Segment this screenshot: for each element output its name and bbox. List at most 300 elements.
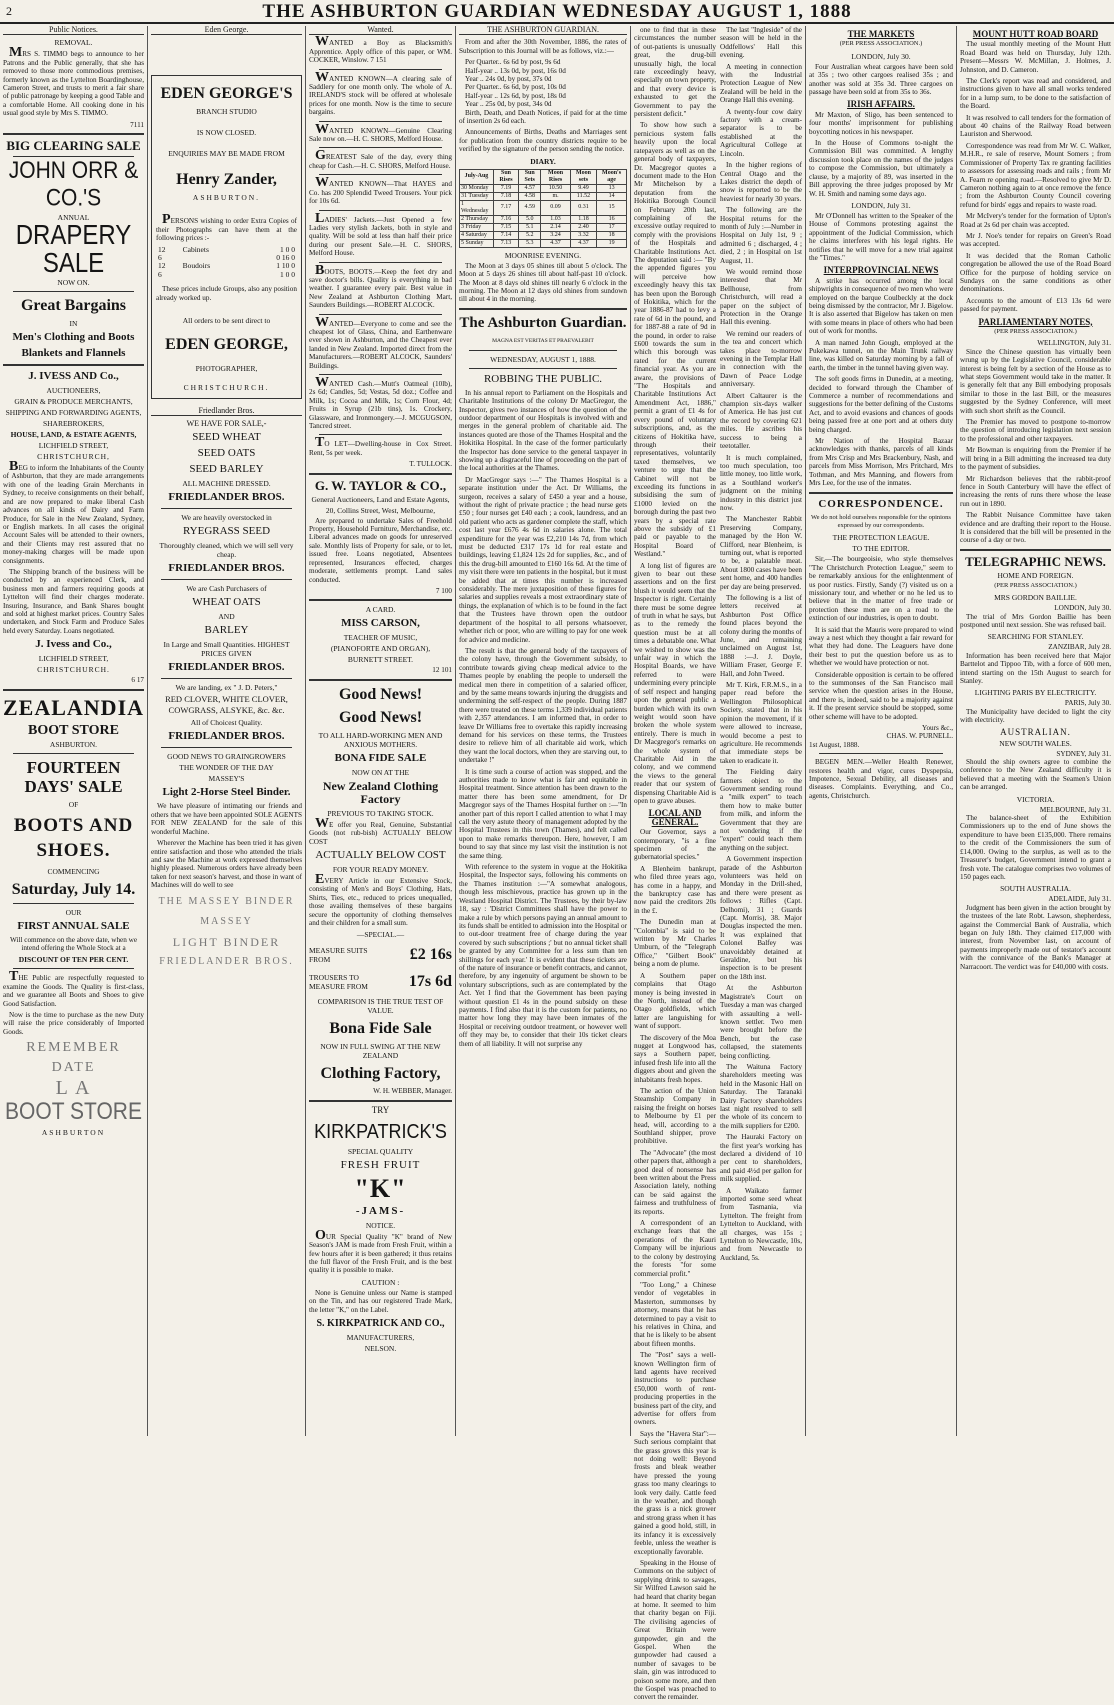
road-board-item: It was decided that the Roman Catholic congregation be allowed the use of the Road Board Office for the purpose of holding service on Sundays on the same conditions as other denominations. — [960, 251, 1111, 294]
mens-clothing-heading: Men's Clothing and Boots — [12, 331, 135, 344]
local-item: We remind our readers of the tea and concert which takes place to-morrow evening in the Templar Hall in connection with the Dawn of Peace Lodge anniversary. — [720, 329, 802, 389]
eden-george-heading: EDEN GEORGE'S — [160, 85, 293, 103]
disclaimer: We do not hold ourselves responsible for the opinions expressed by our correspondents. — [811, 513, 951, 529]
seed-item: SEED WHEAT — [192, 431, 261, 444]
diary-cell: 4.59 — [519, 200, 541, 215]
local-item: The action of the Union Steamship Company in raising the freight on horses to Melbourne by £1 per head, will, according to a Southland shipper, prove prohibitive. — [634, 1086, 716, 1146]
faded-text: L A — [55, 1077, 92, 1100]
diary-cell: 2.40 — [570, 223, 596, 231]
local-item: The following are the Hospital returns for the month of July :—Number in Hospital on July 1st, 9 ; admitted 6 ; discharged, 4 ; died, 2 ; in Hospital on 1st August, 11. — [720, 206, 802, 265]
news-body: Information has been received here that Major Barttelot and Tippoo Tib, with a force of 600 men, intend starting on the 15th August to search for Stanley. — [960, 651, 1111, 685]
jam-body: OUR Special Quality "K" brand of New Season's JAM is made from Fresh Fruit, within a few hours after it is been gathered; it thus retains the full flavor of the Fresh Fruit, and is the best quality it is possible to make. — [309, 1227, 452, 1275]
dateline: ZANZIBAR, July 28. — [1048, 643, 1111, 652]
faded-text: LIGHT BINDER — [172, 934, 281, 949]
cash-purchasers: We are Cash Purchasers of — [186, 584, 267, 594]
ad-signature: T. TULLOCK. — [409, 460, 452, 469]
local-item: The "Post" says a well-known Wellington firm of land agents have received instructions to purchase £50,000 worth of rent-producing properties in the business part of the city, and advertise for offers from owners. — [634, 1351, 716, 1427]
diary-row — [460, 184, 627, 192]
town: ASHBURTON. — [192, 193, 261, 203]
column-2 — [148, 26, 306, 1436]
australian-heading: AUSTRALIAN. — [1000, 726, 1071, 737]
local-item: Says the "Havera Star":—Such serious complaint that the grass grows this year is not doing well: Beyond frosts and bleak weather have pressed the young grass too many clearings to look very daily. Cattle feed in the weather, and though the grass is a nick grower and strong grass when it has gained a good hold, still, in its infancy it is excessively feeble, unless the weather is exceptionally favorable. — [634, 1429, 716, 1556]
price-cell — [181, 271, 249, 279]
diary-cell: 5.1 — [519, 223, 541, 231]
special-label: —SPECIAL.— — [356, 930, 405, 940]
bona-fide-heading-2: Bona Fide Sale — [329, 1020, 432, 1038]
diary-cell: 0.31 — [570, 200, 596, 215]
diary-cell: 3.32 — [570, 231, 596, 239]
boot-store-footer: BOOT STORE — [5, 1098, 142, 1125]
kirkpatrick-heading: KIRKPATRICK'S — [314, 1119, 447, 1143]
irish-heading: IRISH AFFAIRS. — [847, 99, 915, 110]
news-body: Judgment has been given in the action brought by the trustees of the late Robt. Lawson, shepherdess, against the Commercial Bank of Australia, which began on July 18th. They claimed £17,000 with interest, from November last, on account of payments improperly made out of testator's account with the connivance of the Bank's Manager at Narracoort. The verdict was for £40,000 with costs. — [960, 903, 1111, 971]
blankets-heading: Blankets and Flannels — [21, 347, 126, 360]
page-number: 2 — [6, 4, 12, 18]
term-line: Year .. 24s 0d, by post, 37s 0d — [465, 75, 552, 84]
newspaper-title: THE ASHBURTON GUARDIAN WEDNESDAY AUGUST 1, 1888 — [262, 1, 852, 22]
local-item: The "Advocate" (the most other papers that, although a good deal of nonsense has been written about the Press Association lately, nothing can be said against the fairness and truthfulness of its reports. — [634, 1148, 716, 1216]
price-cell: 1 0 0 — [280, 244, 295, 254]
sale-date: Saturday, July 14. — [11, 880, 136, 898]
local-item: Our Governor, says a contemporary, "is a fine specimen of the gubernatorial species." — [634, 828, 716, 862]
suits-price: £2 16s — [409, 946, 452, 964]
zealandia-heading: ZEALANDIA — [3, 694, 145, 720]
trousers-price: 17s 6d — [408, 973, 452, 991]
news-body: The Municipality have decided to light the city with electricity. — [960, 707, 1111, 725]
diary-header-cell: July-Aug — [460, 169, 494, 184]
wanted-ads — [309, 34, 452, 435]
and-label: AND — [218, 612, 235, 622]
news-body: The trial of Mrs Gordon Baillie has been postponed until next session. She was refused bail. — [960, 612, 1111, 629]
letter-heading: THE PROTECTION LEAGUE. — [832, 533, 930, 543]
dateline: LONDON, July 31. — [851, 200, 911, 210]
caution-label: CAUTION : — [361, 1277, 400, 1287]
faded-text: DATE — [51, 1060, 96, 1076]
column-4 — [456, 26, 631, 1436]
seed-item: SEED BARLEY — [189, 463, 264, 476]
interprovincial-item: The soft goods firms in Dunedin, at a meeting, decided to forward through the Chamber of Commerce a number of recommendations and suggestions for the better defining of the Customs Act, and to avoid evasions and chances of goods being passed free at one port and at others duty being charged. — [809, 375, 953, 434]
column-3 — [306, 26, 456, 1436]
ready-money-line: FOR YOUR READY MONEY. — [332, 864, 429, 874]
local-item: A Waikato farmer imported some seed wheat from Tasmania, via Lyttelton. The freight from Lyttelton to Auckland, with all charges, was 15s ; Lyttelton to Newcastle, 10s, and from Newcastle to Auckland, 5s. — [720, 1186, 802, 1262]
carson-address: BURNETT STREET. — [347, 655, 414, 665]
caution-body: None is Genuine unless our Name is stamped on the Tin, and has our registered Trade Mark, the letter "K," on the Label. — [309, 1288, 452, 1314]
local-item: A meeting in connection with the Industrial Protection League of New Zealand will be held in the Orange Hall this evening. — [720, 62, 802, 105]
now-on-line: NOW ON AT THE — [351, 767, 410, 777]
zander-heading: Henry Zander, — [176, 171, 277, 189]
ryegrass-intro: We are heavily overstocked in — [181, 513, 272, 523]
every-article-body: EVERY Article in our Extensive Stock, consisting of Men's and Boys' Clothing, Hats, Shirts, Ties, etc., reduced to prices unequalled, those availing themselves of these bargains secure the opportunity of clothing themselves and their children for a small sum. — [309, 871, 452, 927]
ivess-line: CHRISTCHURCH. — [37, 665, 110, 675]
diary-title: DIARY. — [530, 156, 556, 166]
diary-cell: 1 Wednesday — [460, 200, 494, 215]
mount-hutt-heading: MOUNT HUTT ROAD BOARD — [972, 29, 1099, 39]
letter-date: 1st August, 1888. — [809, 740, 860, 749]
local-item: A Government inspection parade of the Ashburton volunteers was held on Monday in the Drill-shed, and there were present as follows : Rifles (Capt. Delhomi), 31 ; Guards (Capt. Morris), 38. Major Douglas inspected the men. It was explained that Colonel Balfey was unavoidably detained at Geraldine, but his inspection is to be present on the 18th inst. — [720, 855, 802, 981]
our-label: OUR — [65, 907, 82, 917]
carson-heading: MISS CARSON, — [341, 617, 420, 630]
good-news-line: GOOD NEWS TO GRAINGROWERS — [167, 752, 286, 762]
news-body: The balance-sheet of the Exhibition Commissioners up to the end of June shows the expenditure to have been £135,000. There remains to the credit of the Commissioners the sum of £14,000. Owing to the surplus, as well as to the Treasurer's budget, Government intend to grant a fresh vote. The catalogue comprises two volumes of 150 pages each. — [960, 814, 1111, 881]
discount-line: DISCOUNT OF TEN PER CENT. — [18, 955, 129, 965]
good-news-heading: Good News! — [338, 708, 423, 726]
column-6 — [806, 26, 957, 1436]
ivess-body-2: The Shipping branch of the business will be conducted by an experienced Clerk, and business men and farmers requiring goods at Lyttelton will find their charges moderate. Insuring, Insurance, and Bank Shares bought and sold at highest market prices. Country Sales undertaken, and Stock Farm and Produce Sales held every Saturday. Loans negotiated. — [3, 567, 144, 635]
photographer-label: PHOTOGRAPHER, — [195, 364, 258, 374]
diary-row — [460, 231, 627, 239]
local-item: The Hauraki Factory on the first year's working has declared a dividend of 10 per cent to shareholders, and paid 4½d per gallon for milk supplied. — [720, 1133, 802, 1184]
diary-cell: 0.09 — [541, 200, 570, 215]
commencing-label: COMMENCING — [47, 866, 100, 876]
letter-paragraph: Sir,—The bourgeoisie, who style themselves "The Christchurch Protection League," seem to be remarkably anxious for the enlightenment of us poor rustics. Firstly, Sandy (?) visited us on a missionary tour, and whether or no he led us to believe that in the matter of free trade or protection these men are on a road to the extinction of our industries, is open to doubt. — [809, 555, 953, 623]
faded-text: REMEMBER — [26, 1040, 121, 1056]
letter-paragraph: It is said that the Mauris were prepared to wind away a nest which they thought a fair reward for what they had done. The Leaguers have done their best to put the question before us as to whether we would have protection or not. — [809, 625, 953, 668]
section-header: Friedlander Bros. — [151, 407, 302, 416]
leader-paragraph: Dr MacGregor says :—" The Thames Hospital is a separate institution under the Act. Dr Williams, the surgeon, receives a salary of £450 a year and a house, without the right of private practice ; the head nurse gets £50 ; four nurses get £40 each ; a cook, laundress, and an old patient who acts as gardener complete the staff, which cost last year £676 4s 6d in salaries alone. The total expenditure for the year was £2,210 14s 7d, from which must be deducted £317 17s 1d for real estate and buildings, leaving £1,824 12s 2d for supplies, &c., and of this the drug-bill amounted to £160 16s 6d. At the time of my visit there were ten patients in the hospital, but it must be added that at times this number is increased considerably. The mere juxtaposition of these figures for salaries and supplies reveals a most extraordinary state of things, the explanation of which is to be found in the fact that the Trustees have thrown open the outdoor department of the hospital to all persons whatsoever, whether rich or poor, who are willing to pay for one week for advice and medicine. — [459, 475, 627, 644]
diary-cell: 15 — [597, 200, 627, 215]
orders-line: All orders to be sent direct to — [182, 316, 271, 326]
leader-paragraph: In his annual report to Parliament on the Hospitals and Charitable Institutions of the colony Dr MacGregor, the Inspector, gives two instances of how the question of the outdoor department of our Hospitals is involved with and merges in the general problem of charitable aid. The instances quoted are those of the Thames Hospital and the Hokitika Hospital. In the case of the former particularly the Inspector has done service to the general taxpayer in showing up a disgraceful line of proceeding on the part of the local authorities at the Thames. — [459, 388, 627, 473]
bargains-heading: Great Bargains — [20, 297, 127, 315]
section-header: Eden George. — [151, 26, 302, 35]
faded-text: MASSEY — [200, 915, 253, 927]
ivess-line: AUCTIONEERS, — [46, 386, 101, 396]
diary-cell: 9.49 — [570, 184, 596, 192]
kirkpatrick-signature: S. KIRKPATRICK AND CO., — [316, 1318, 445, 1330]
ryegrass-heading: RYEGRASS SEED — [182, 525, 271, 538]
nelson-label: NELSON. — [364, 1344, 397, 1354]
clover-list: RED CLOVER, WHITE CLOVER, COWGRASS, ALSYKE, &c. &c. — [165, 694, 288, 716]
letter-paragraph: Considerable opposition is certain to be offered to the summonses of the San Francisco mail service when the question arises in the House, and there is, indeed, said to be a majority against it. If the present service should be stopped, some other scheme will have to be adopted. — [809, 670, 953, 721]
press-credit: (PER PRESS ASSOCIATION.) — [994, 328, 1077, 335]
price-cell: 6 — [158, 269, 162, 279]
trousers-label: TROUSERS TO MEASURE FROM — [309, 972, 368, 991]
fresh-fruit-heading: FRESH FRUIT — [340, 1158, 421, 1171]
telegraphic-heading: TELEGRAPHIC NEWS. — [965, 553, 1106, 569]
now-on-label: NOW ON. — [57, 278, 90, 288]
orr-heading: JOHN ORR & CO.'S — [8, 157, 139, 212]
diary-cell: 1.03 — [541, 215, 570, 223]
diary-cell: 5.3 — [519, 239, 541, 247]
binder-heading: Light 2-Horse Steel Binder. — [162, 786, 291, 799]
diary-header-cell: Moon Rises — [541, 169, 570, 184]
press-credit: (PER PRESS ASSOCIATION.) — [839, 40, 923, 48]
bona-fide-heading: BONA FIDE SALE — [334, 751, 427, 764]
press-credit: (PER PRESS ASSOCIATION.) — [994, 581, 1077, 589]
price-table — [156, 246, 297, 280]
wanted-ad: WANTED Cash.—Mutt's Oatmeal (10lb), 2s 6d; Candles, 5d; Vestas, 5d doz.; Coffee and Milk, 1s; Cocoa and Milk, 1s; Corn Flour, 4d; Fruits in Syrup (21b tins), 1s. Crockery, Glassware, and Ironmongery.—J. MCGUGSON, Tancred street. — [309, 375, 452, 431]
news-head: MRS GORDON BAILLIE. — [994, 593, 1077, 603]
letter-signature: CHAS. W. PURNELL. — [886, 732, 953, 741]
road-board-item: It was resolved to call tenders for the formation of about 40 chains of the Railway Road between Lauriston and Sherwood. — [960, 113, 1111, 139]
taylor-body: Are prepared to undertake Sales of Freehold Property, Household Furniture, Merchandise, etc. Liberal advances made on goods for unreserved sale. Monthly lists of Property for sale, or to let, issued free. Loans negotiated, Absentees represented, Insurances effected, charges moderate, settlements prompt. Land sales conducted. — [309, 516, 452, 584]
news-head: NEW SOUTH WALES. — [999, 738, 1072, 748]
to-all-line: TO ALL HARD-WORKING MEN AND ANXIOUS MOTHERS. — [318, 730, 443, 749]
duty-notice: Now is the time to purchase as the new Duty will raise the price considerably of Imported Goods. — [3, 1011, 144, 1036]
ivess-heading: J. IVESS AND Co., — [28, 370, 119, 383]
diary-cell: 14 — [597, 192, 627, 200]
term-line: Half-year .. 12s 6d, by post, 18s 0d — [465, 91, 566, 100]
irish-body: In the House of Commons to-night the Commission Bill was committed. A lengthy discussion took place on the names of the judges to compose the Commission, but ultimately a clause, by a majority of 89, was inserted in the Bill approving the three judges proposed by Mr W. H. Smith and naming some days ago. — [809, 139, 953, 198]
diary-cell: 2 Thursday — [460, 215, 494, 223]
local-item: The last "Ingleside" of the season will be held in the Oddfellows' Hall this evening. — [720, 26, 802, 60]
ad-ref: 7 100 — [435, 586, 452, 595]
home-foreign: HOME AND FOREIGN. — [997, 570, 1074, 580]
local-item: Speaking in the House of Commons on the subject of supplying drink to savages, Sir Wilfred Lawson said he had heard that charity began at home. It seemed to him that charity began on Fiji. The civilising agencies of Great Britain were gunpowder, gin and the Gospel. When the gunpowder had caused a number of savages to be slain, gin was introduced to poison some more, and then the Gospel was preached to convert the remainder. — [634, 1558, 716, 1702]
taylor-address: 20, Collins Street, West, Melbourne, — [325, 505, 436, 515]
price-cell: 0 16 0 — [276, 253, 295, 263]
ad-ref: 6 17 — [131, 676, 144, 685]
timmo-notice: MRS S. TIMMO begs to announce to her Patrons and the Public generally, that she has removed to those more commodious premises, formerly known as the Lyttelton Boardinghouse, Cameron Street, and trusts to merit a fair share of public patronage by keeping a good Table and a comfortable Home. All cooking done in his usual good style by Mrs S. TIMMO. — [3, 45, 144, 118]
ivess-line: LICHFIELD STREET, — [38, 654, 109, 664]
term-line: Half-year .. 13s 0d, by post, 16s 0d — [465, 66, 566, 75]
local-item: Mr T. Kirk, F.R.M.S., in a paper read before the Wellington Philosophical Society, stated that in his opinion the movement, if it were allowed to increase, would become a pest to agriculture. He recommends that immediate steps be taken to eradicate it. — [720, 681, 802, 765]
term-line: Per Quarter.. 6s 6d, by post, 10s 0d — [465, 83, 566, 92]
dateline: ADELAIDE, July 31. — [1048, 895, 1111, 904]
leader-continued: one to find that in these circumstances the number of out-patients is unusually great, the drug-bill unusually high, the local rate exceedingly heavy, especially on town property, and that every device is exhausted to get the Government to pay the persistent deficit." — [634, 26, 716, 119]
binder-body-2: Wherever the Machine has been tried it has given entire satisfaction and those who attended the trials and saw the Machine at work expressed themselves highly pleased. Numerous orders have already been taken for next season's harvest, and those in want of Machines will do well to see — [151, 839, 302, 890]
dateline: WELLINGTON, July 31. — [1037, 339, 1111, 348]
subscription-terms — [459, 58, 627, 108]
local-item: A Blenheim bankrupt, who filed three years ago, has come in a happy, and the bankruptcy case has now paid the creditors 20s in the £. — [634, 864, 716, 915]
wanted-ad: WANTED KNOWN—Genuine Clearing Sale now on.—H. C. SHORS, Melford House. — [309, 121, 452, 144]
price-row — [156, 271, 297, 279]
moon-heading: MOONRISE EVENING. — [504, 250, 582, 260]
masthead — [0, 0, 1114, 24]
local-item: The Fielding dairy farmers object to the Government sending round a "milk expert" to teach them how to make butter from milk, and inform the Government that they are not wondering if the "expert" could teach them anything on the subject. — [720, 768, 802, 852]
price-cell: 1 10 0 — [276, 261, 295, 271]
moon-notes: The Moon at 3 days 05 shines till about 5 o'clock. The Moon at 5 days 26 shines till about half-past 10 o'clock. The Moon at 8 days old shines till nearly 6 o'clock in the morning. The Moon at 12 days old shines from sundown till about 4 in the morning. — [459, 261, 627, 304]
letter-closing: Yours &c., — [921, 724, 953, 733]
diary-cell: 10.50 — [541, 184, 570, 192]
masseys-label: MASSEY'S — [208, 774, 245, 784]
notice-label: NOTICE. — [365, 1220, 396, 1230]
ivess-line: HOUSE, LAND, & ESTATE AGENTS, — [10, 430, 137, 440]
parliamentary-heading: PARLIAMENTARY NOTES, — [978, 316, 1093, 327]
eden-george-signature: EDEN GEORGE, — [165, 336, 288, 354]
fourteen-days-heading: FOURTEEN DAYS' SALE — [24, 757, 123, 796]
ivess-line: SHIPPING AND FORWARDING AGENTS, — [5, 408, 142, 418]
wanted-ad: WANTED—Everyone to come and see the cheapest lot of Glass, China, and Earthenware ever shown in Ashburton, and the Cheapest ever landed in New Zealand. Imported direct from the Manufacturers.—ROBERT ALCOCK, Saunders' Buildings. — [309, 314, 452, 370]
friedlander-signature: FRIEDLANDER BROS. — [168, 730, 285, 743]
card-label: A CARD. — [365, 605, 396, 615]
diary-cell: 1.18 — [570, 215, 596, 223]
previous-line: PREVIOUS TO TAKING STOCK. — [327, 808, 434, 818]
quality-line: All of Choicest Quality. — [190, 718, 263, 728]
dateline: PARIS, July 30. — [1064, 699, 1111, 708]
news-head: VICTORIA. — [1016, 794, 1055, 804]
photo-prices-intro: PERSONS wishing to order Extra Copies of their Photographs can have them at the following prices :- — [156, 212, 297, 243]
ivess-signature: J. Ivess and Co., — [35, 638, 112, 651]
irish-body: Mr Maxton, of Sligo, has been sentenced to four months' imprisonment for publishing boycotting notices in his newspaper. — [809, 110, 953, 136]
ryegrass-note: Thoroughly cleaned, which we will sell very cheap. — [159, 541, 294, 560]
dateline: MELBOURNE, July 31. — [1039, 805, 1111, 814]
ivess-line: CHRISTCHURCH, — [37, 452, 110, 462]
diary-cell: 3.24 — [541, 231, 570, 239]
interprovincial-heading: INTERPROVINCIAL NEWS — [823, 265, 939, 276]
friedlander-signature: FRIEDLANDER BROS. — [168, 562, 285, 575]
suits-label: MEASURE SUITS FROM — [309, 945, 368, 964]
wanted-ad: WANTED a Boy as Blacksmith's Apprentice. Apply office of this paper, or WM. COCKER, Winslow. 7 151 — [309, 34, 452, 65]
parliamentary-item: Mr Richardson believes that the rabbit-proof fence in South Canterbury will have the effect of increasing the rents of runs there whose the lease run out in 1890. — [960, 474, 1111, 508]
ivess-body: BEG to inform the Inhabitants of the County of Ashburton, that they are made arrangements with one of the leading Grain Merchants in Sydney, to receive consignments on their behalf, and are now prepared to make liberal Cash advances on all kinds of Dairy and Farm Produce, for Sale in the New Zealand, Sydney, or English markets. In all cases the original Account Sales will be attended to their owners, and their Clients may rest assured that no money-making charges will be made upon consignments. — [3, 459, 144, 565]
diary-header-cell: Moon's age — [597, 169, 627, 184]
wonder-line: THE WONDER OF THE DAY — [179, 763, 274, 773]
local-item: The discovery of the Moa nugget at Longwood has, says a Southern paper, infused fresh life into all the diggers about and given the inhabitants fresh hopes. — [634, 1033, 716, 1084]
branch-studio: BRANCH STUDIO — [196, 107, 257, 117]
ivess-line: LICHFIELD STREET, — [38, 441, 109, 451]
local-item: Albert Caltaurer is the champion six-days walker of America. He has just cut the record by covering 621 miles. He ascribes his success to being a teetotaller. — [720, 391, 802, 451]
leader-headline: ROBBING THE PUBLIC. — [483, 372, 603, 385]
wanted-ad: BOOTS, BOOTS.—Keep the feet dry and save doctor's bills. Quality is everything in bad weather. I guarantee every pair. Best value in New Zealand at Ashburton Clothing Mart, Saunders Buildings.—ROBERT ALCOCK. — [309, 262, 452, 310]
news-head: SOUTH AUSTRALIA. — [1000, 884, 1071, 894]
date-line: WEDNESDAY, AUGUST 1, 1888. — [490, 354, 596, 364]
carson-line: TEACHER OF MUSIC, — [343, 633, 418, 643]
diary-cell: 16 — [597, 215, 627, 223]
to-let-ad: TO LET—Dwelling-house in Cox Street. Rent, 5s per week. — [309, 435, 452, 457]
diary-cell: 7.14 — [493, 231, 518, 239]
friedlander-signature: FRIEDLANDER BROS. — [168, 491, 285, 504]
leader-continued: To show how such a pernicious system falls heavily upon the local ratepayers as well as on the general body of taxpayers, Dr. Macgregor quotes a document made to the Hon Mr Mitchelson by a deputation from the Hokitika Borough Council on February 20th last, complaining of the excessive outlay required to comply with the provisions of the Hospitals and Charitable Institutions Act. The deputation said :— "By the appended figures you will perceive how exceedingly heavy this tax has been upon the Borough of Hokitika, which for the year 1886-87 had to levy a rate of 6d in the pound, and for 1887-88 a rate of 9d in the pound, in order to raise £600 towards the sum in which this borough was rated for the current financial year. As you are aware, the provisions of "The Hospitals and Charitable Institutions Act Amendment Act, 1886," permit a grant of £1 4s for every pound of voluntary subscriptions, and, as the citizens of Hokitika have, through their representatives, voluntarily taxed themselves, we venture to urge that the Cabinet will not be exceeding its functions in subsidising the sum of £1000 levied on the borough during the past two years by a special rate above the subsidy of £1 paid or payable to the Hospital Board of Westland." — [634, 121, 716, 559]
local-general-heading: LOCAL AND GENERAL. — [648, 808, 702, 827]
terms-intro: From and after the 30th November, 1886, the rates of Subscription to this Journal will be as follows, viz.:— — [459, 38, 627, 55]
leader-paragraph: With reference to the system in vogue at the Hokitika Hospital, the Inspector says, following his comments on the Thames institution :—"A somewhat analogous, though less mischievous, practice has grown up in the Westland Hospital District. The Trustees, by their by-law 18, say : 'District Committees shall have the power to make a rule by which persons paying an annual amount to its funds shall be entitled to admission into the Hospital or to out-door treatment free of charge during the year covered by such subscriptions ;' but no annual ticket shall be granted by any Committee for a less sum than ten shillings for each year.' It is evident that these tickets are of the nature of insurance or benefit contracts, and cannot, therefore, by any ingenuity of argument be shown to be voluntary subscriptions, such as are contemplated by the Act. Yet I find that the Government has been paying without question £1 4s in the pound subsidy on these payments. I find also that it is the custom for patients, no matter how long they may have been inmates of the Hospital or receiving outdoor treatment, or however well off they may be, to consider that their 10s ticket clears them of all liability. It will not surprise any — [459, 863, 627, 1048]
diary-row — [460, 192, 627, 200]
manufacturers-label: MANUFACTURERS, — [346, 1333, 415, 1343]
full-swing-line: NOW IN FULL SWING AT THE NEW ZEALAND — [320, 1042, 441, 1061]
diary-cell: 5 Sunday — [460, 239, 494, 247]
carson-line: (PIANOFORTE AND ORGAN), — [330, 644, 431, 654]
section-header: Public Notices. — [3, 26, 144, 35]
nz-clothing-heading: New Zealand Clothing Factory — [322, 778, 439, 806]
faded-text: FRIEDLANDER BROS. — [159, 955, 294, 967]
diary-cell: 17 — [597, 223, 627, 231]
wanted-ad: WANTED KNOWN—A clearing sale of Saddlery for one month only. The whole of A. IRELAND'S stock will be offered at wholesale prices for one month. Now is the time to secure bargains. — [309, 69, 452, 117]
clothing-factory-heading: Clothing Factory, — [320, 1065, 441, 1083]
irish-body: Mr O'Donnell has written to the Speaker of the House of Commons protesting against the appointment of the Judicial Commission, which he claims interferes with his legal rights. He notifies that he will move for a new trial against the "Times." — [809, 211, 953, 262]
diary-cell: 19 — [597, 239, 627, 247]
diary-row — [460, 215, 627, 223]
wanted-ad: LADIES' Jackets.—Just Opened a few Ladies very stylish Jackets, both in style and quality. Will be sold at less than half their price during our present Sale.—H. C. SHORS, Melford House. — [309, 210, 452, 258]
diary-cell: 2.14 — [541, 223, 570, 231]
price-cell: 6 — [158, 253, 162, 263]
section-header: Wanted. — [309, 26, 452, 35]
announcements-note: Announcements of Births, Deaths and Marriages sent for publication from the country districts require to be verified by the signature of the person sending the notice. — [459, 128, 627, 154]
grain-line: BARLEY — [204, 624, 249, 637]
diary-cell: m. — [541, 192, 570, 200]
leader-paragraph: The result is that the general body of the taxpayers of the colony have, through the Government subsidy, to contribute towards giving cheap medical advice to the Thames people by enabling the people to undersell the medical men there in competition of a salaried officer, and by the same means towards injuring the druggists and undermining the self-respect of the people. During 1887 there were treated on these terms 1,339 individual patients with 2,357 attendances. I am informed that, in order to leave Dr Williams free to overtake this rapidly increasing demand for his services on these terms, the Trustees desire to relieve him of all charitable aid work, which they want the local doctors, when they are starving out, to undertake !" — [459, 646, 627, 765]
seed-item: SEED OATS — [197, 447, 256, 460]
interprovincial-item: A man named John Gough, employed at the Pukekawa tunnel, on the Main Trunk railway line, was killed on Saturday morning by a fall of earth, the timber in the tunnel having given way. — [809, 338, 953, 372]
column-5 — [631, 26, 806, 1702]
diary-cell: 4.37 — [541, 239, 570, 247]
price-row — [156, 262, 297, 270]
diary-cell: 4 Saturday — [460, 231, 494, 239]
local-item: It is much complained, too much speculation, too little money, too little work, as a Southland worker's judgment on the mining industry in this district just now. — [720, 453, 802, 512]
road-board-item: Correspondence was read from Mr W. C. Walker, M.H.R., re sale of reserve, Mount Somers ; from Commissioner of Property Tax re granting facilities to assessors for assessing roads and rails ; from Mr A. Fearn re opening road.—Resolved to give Mr D. Cameron nothing again to at once remove the fence ; from the Ashburton County Council covering refund for birds' eggs and repairs to waste road. — [960, 141, 1111, 209]
below-cost-heading: ACTUALLY BELOW COST — [315, 848, 446, 861]
quantities-line: In Large and Small Quantities. HIGHEST PRICES GIVEN — [163, 640, 290, 659]
news-head: LIGHTING PARIS BY ELECTRICITY. — [974, 688, 1097, 698]
diary-cell: 7.15 — [493, 223, 518, 231]
manager-signature: W. H. WEBBER, Manager. — [373, 1087, 452, 1096]
local-item: The Waituna Factory shareholders meeting was held in the Masonic Hall on Saturday. The Taranaki Dairy Factory shareholders last night resolved to sell the whole of its concern to the milk suppliers for £200. — [720, 1062, 802, 1130]
diary-header-cell: Sun Rises — [493, 169, 518, 184]
diary-row — [460, 200, 627, 215]
landing-line: We are landing, ex " J. D. Peters," — [175, 683, 278, 693]
births-note: Birth, Death, and Death Notices, if paid for at the time of insertion 2s 6d each. — [459, 108, 627, 126]
local-item: At the Ashburton Magistrate's Court on Tuesday a man was charged with assaulting a well-known settler. Two men were brought before the Bench, but the case collapsed, the statements being conflicting. — [720, 984, 802, 1060]
interprovincial-item: Mr Nation of the Hospital Bazaar acknowledges with thanks, parcels of all kinds from Mrs Crisp and Mrs Brackenbury, Nash, and parcels from Miss Morrison, Mrs Pritchard, Mrs Tothman, and Mrs Manning, and flowers from Mrs Lee, for the use of the inmates. — [809, 437, 953, 488]
ivess-line: SHAREBROKERS, — [42, 419, 105, 429]
diary-cell: 4.37 — [570, 239, 596, 247]
enquiries-line: ENQUIRIES MAY BE MADE FROM — [168, 149, 285, 159]
local-item: A Southern paper complains that Otago money is being invested in the North, instead of the Otago goldfields, which latter are languishing for want of support. — [634, 971, 716, 1031]
faded-text: THE MASSEY BINDER — [158, 895, 295, 907]
public-request: THE Public are respectfully requested to examine the Goods. The Quality is first-class, and we guarantee all Boots and Shoes to give Good Satisfaction. — [3, 969, 144, 1008]
diary-cell: 5.0 — [519, 215, 541, 223]
ivess-line: GRAIN & PRODUCE MERCHANTS, — [14, 397, 133, 407]
local-item: In the higher regions of Central Otago and the Lakes district the depth of snow is reported to be the heaviest for nearly 30 years. — [720, 161, 802, 203]
diary-header-cell: Sun Sets — [519, 169, 541, 184]
diary-cell: 4.58 — [519, 192, 541, 200]
diary-cell: 3 Friday — [460, 223, 494, 231]
ad-ref: 7111 — [130, 120, 144, 129]
taylor-heading: G. W. TAYLOR & CO., — [314, 477, 447, 493]
diary-cell: 7.18 — [493, 192, 518, 200]
in-label: IN — [69, 319, 78, 329]
column-7 — [957, 26, 1114, 1436]
price-cell: Boudoirs — [182, 261, 211, 271]
prices-note: These prices include Groups, also any position already worked up. — [156, 285, 297, 302]
price-cell: 12 — [158, 244, 166, 254]
boots-shoes-heading: BOOTS AND SHOES. — [13, 814, 134, 861]
city: CHRISTCHURCH. — [183, 383, 270, 393]
local-item: A correspondent of an exchange fears that the operations of the Kauri Company will be injurious to the colony by destroying the forests "for some commercial profit." — [634, 1219, 716, 1278]
we-have-line: WE HAVE FOR SALE,- — [186, 419, 267, 429]
diary-table — [459, 169, 627, 248]
machine-dressed: ALL MACHINE DRESSED. — [182, 479, 271, 489]
diary-cell: 7.19 — [493, 184, 518, 192]
column-1 — [0, 26, 148, 1436]
local-item: We would remind those interested that Mr Bellhouse, from Christchurch, will read a paper on the subject of Protection in the Orange Hall this evening. — [720, 267, 802, 327]
good-news-heading: Good News! — [338, 685, 423, 703]
parliamentary-item: Mr Bowman is enquiring from the Premier if he will bring in a Bill admitting the increased tea duty to the payment of subsidies. — [960, 446, 1111, 472]
markets-heading: THE MARKETS — [847, 29, 915, 39]
correspondence-heading: CORRESPONDENCE. — [818, 497, 944, 510]
diary-cell: 18 — [597, 231, 627, 239]
price-cell: Cabinets — [182, 244, 209, 254]
diary-cell: 5.2 — [519, 231, 541, 239]
local-item: The Manchester Rabbit Preserving Company, managed by the Hon W. Clifford, near Blenheim, is turning out, what is reported to be, a palatable meat. About 1800 cases have been sent home, and 400 handles per day are being preserved. — [720, 515, 802, 591]
clearing-heading: BIG CLEARING SALE — [6, 138, 141, 154]
jams-heading: -JAMS- — [355, 1204, 406, 1217]
binder-body: We have pleasure of intimating our friends and others that we have been appointed SOLE AGENTS FOR NEW ZEALAND for the sale of this wonderful Machine. — [151, 802, 302, 836]
parliamentary-item: Since the Chinese question has virtually been wrung up by the Legislative Council, considerable interest is being felt by a section of the House as to what steps Government would take in the matter. It is generally felt that any Bill embodying proposals similar to those in the last Bill, or the measures suggested by the Sydney Conference, will meet with such short shrift as the Council. — [960, 347, 1111, 415]
term-line: Year .. 25s 0d, by post, 34s 0d — [465, 100, 552, 109]
news-body: Should the ship owners agree to combine the conference to the New Zealand difficulty it is believed that a meeting with the Seamen's Union can be arranged. — [960, 758, 1111, 792]
diary-cell: 30 Monday — [460, 184, 494, 192]
parliamentary-item: The Premier has moved to postpone to-morrow the question of introducing legislation next session to the professional and other taxpayers. — [960, 418, 1111, 443]
local-item: A twenty-four cow dairy factory with a cream-separator is to be established at the Agricultural College at Lincoln. — [720, 107, 802, 158]
price-cell: 1 0 0 — [280, 269, 295, 279]
sale-intro: Will commence on the above date, when we intend offering the Whole Stock at a — [9, 935, 138, 952]
news-head: SEARCHING FOR STANLEY. — [987, 632, 1084, 642]
annual-label: ANNUAL — [57, 213, 90, 223]
of-label: OF — [68, 799, 79, 809]
road-board-item: The Clerk's report was read and considered, and instructions given to have all small works tendered for in a lump sum, to be done to the satisfaction of the Board. — [960, 77, 1111, 111]
to-editor: TO THE EDITOR. — [852, 544, 910, 554]
